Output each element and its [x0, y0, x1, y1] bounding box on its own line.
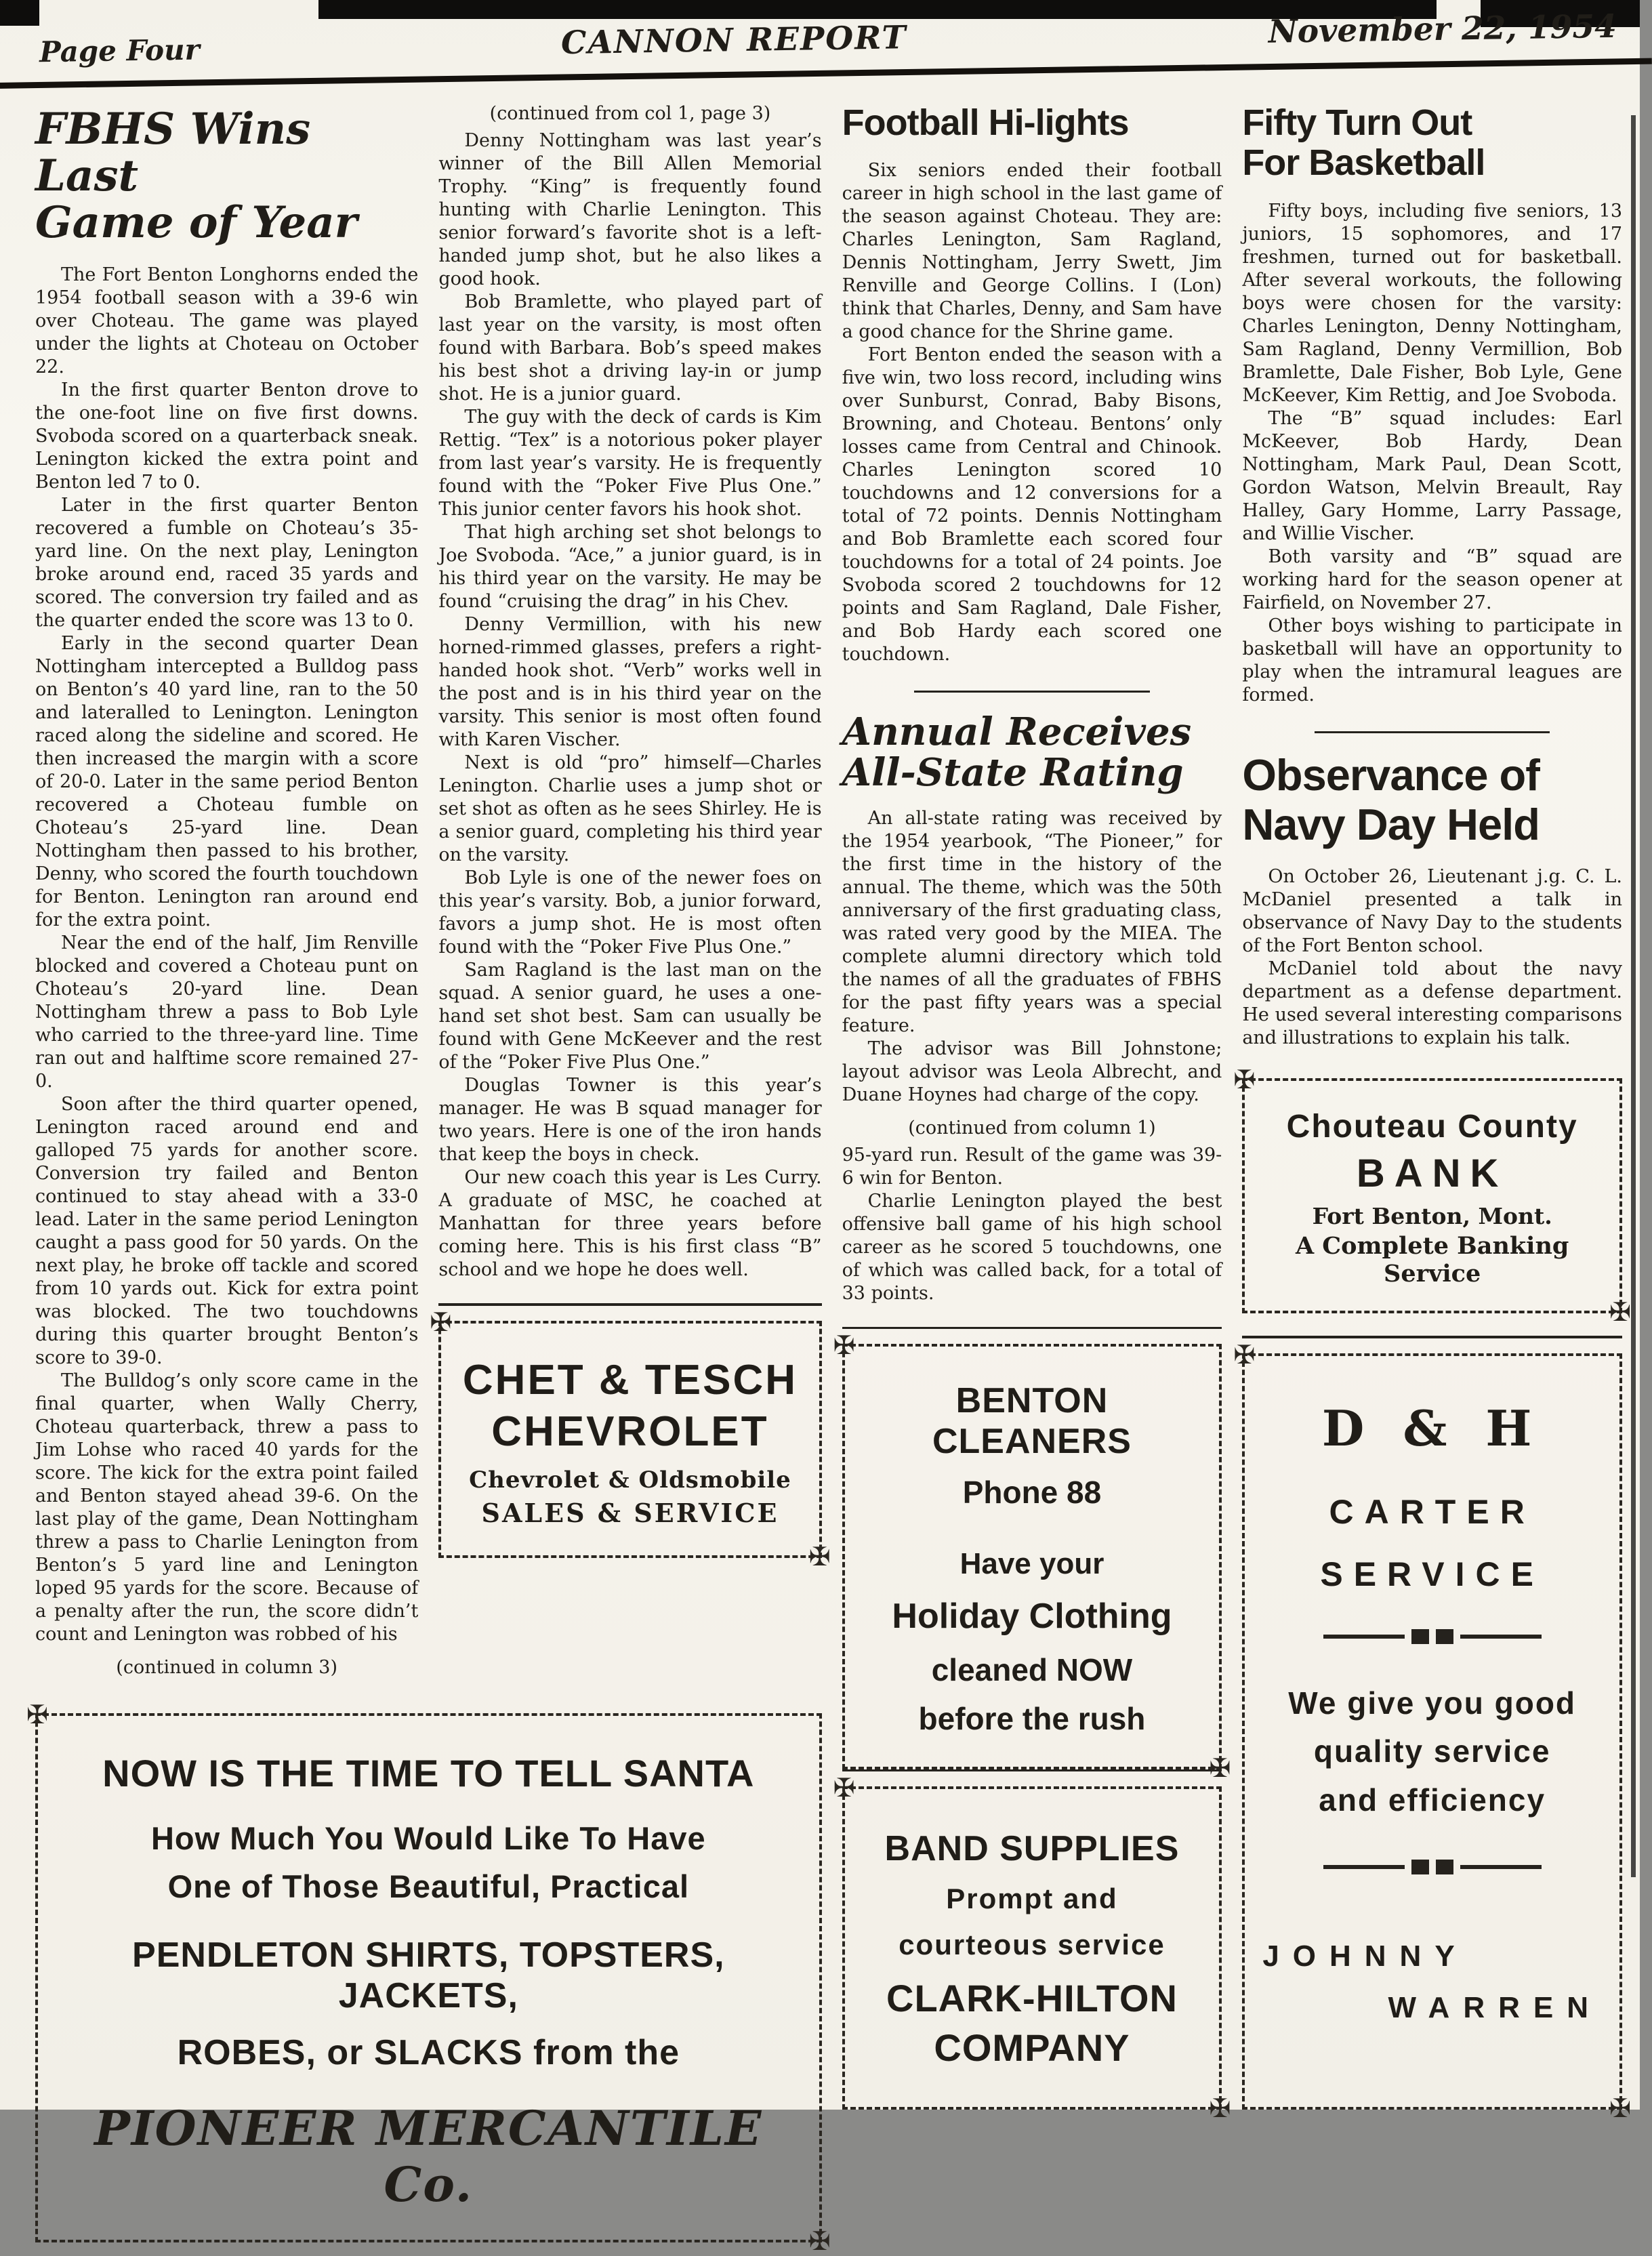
paragraph: Both varsity and “B” squad are working hard for the season opener at Fairfield, on November 27.	[1242, 546, 1622, 613]
column-2	[438, 103, 821, 1687]
article-headline	[1242, 103, 1622, 184]
paragraph: On October 26, Lieutenant j.g. C. L. McDaniel presented a talk in observance of Navy Day to the students of the Fort Benton school.	[1242, 866, 1622, 957]
ad-chouteau-county-bank	[1242, 1078, 1622, 1313]
ad-headline: ✠ CHET & TESCH	[462, 1357, 798, 1403]
paragraph: Sam Ragland is the last man on the squad. A senior guard, he uses a one-hand set shot best. Sam can usually be found with Gene McKeever and the rest of the “Poker Five Plus One.”	[438, 960, 822, 1073]
ad-headline: CARTER	[1329, 1493, 1535, 1531]
article-fbhs-wins	[35, 103, 418, 1683]
paragraph: McDaniel told about the navy department as a defense department. He used several interesting comparisons and illustrations to explain his talk.	[1242, 958, 1622, 1049]
divider-ornament	[1262, 1860, 1602, 1874]
column-3	[842, 103, 1222, 2110]
scan-artifact-top-left	[0, 0, 39, 26]
ad-headline: SERVICE	[1320, 1555, 1544, 1593]
paragraph: Soon after the third quarter opened, Lenington raced around end and galloped 75 yards for another score. Conversion try failed and Benton continued to stay ahead with a 33-0 lead. Later in the same period Lenington caught a pass good for 50 yards. On the next play, he broke off tackle and scored from 10 yards out. Kick for extra point was blocked. The two touchdowns during this quarter brought Benton’s score to 39-0.	[35, 1094, 419, 1369]
paragraph: Douglas Towner is this year’s manager. He was B squad manager for two years. Here is one of the iron hands that keep the boys in check.	[438, 1075, 822, 1165]
headline-line: Navy Day Held	[1242, 799, 1540, 849]
column-4	[1242, 103, 1622, 2110]
ad-text	[1262, 1679, 1602, 1824]
columns-container	[35, 102, 1622, 2213]
paragraph: That high arching set shot belongs to Joe Svoboda. “Ace,” a junior guard, is in his third year on the varsity. He may be found “cruising the drag” in his Chev.	[438, 522, 822, 612]
ad-text: One of Those Beautiful, Practical	[167, 1868, 690, 1905]
article-headline	[35, 104, 418, 249]
ad-clark-hilton	[842, 1786, 1222, 2110]
rule	[438, 1303, 821, 1306]
ad-text-line: quality service	[1313, 1734, 1551, 1769]
paragraph: Bob Bramlette, who played part of last year on the varsity, is most often found with Barbara. Bob’s speed makes his best shot a driving lay-in or jump shot. He is a junior guard.	[438, 291, 822, 405]
masthead-title: CANNON REPORT	[560, 19, 907, 62]
ad-text: Have your	[959, 1547, 1104, 1581]
headline-line: Game of Year	[35, 197, 358, 249]
paragraph: Later in the first quarter Benton recovered a fumble on Choteau’s 35-yard line. On the next play, Lenington broke around end, raced 35 yards and scored. The conversion try failed and as the quarter ended the score was 13 to 0.	[35, 495, 419, 632]
paragraph: Bob Lyle is one of the newer foes on this year’s varsity. Bob, a junior forward, favors a jump shot. He is most often found with the “Poker Five Plus One.”	[438, 867, 822, 958]
article-basketball-profiles	[438, 103, 821, 1281]
paragraph: The Fort Benton Longhorns ended the 1954 football season with a 39-6 win over Choteau. The game was played under the lights at Choteau on October 22.	[35, 264, 419, 378]
ad-owner-name: JOHNNY	[1262, 1939, 1468, 1973]
paragraph: 95-yard run. Result of the game was 39-6 win for Benton.	[842, 1144, 1222, 1189]
ad-text: ROBES, or SLACKS from the	[177, 2033, 680, 2073]
article-annual-rating	[842, 710, 1222, 1305]
continued-note: (continued in column 3)	[116, 1657, 337, 1679]
paragraph: Fifty boys, including five seniors, 13 juniors, 15 sophomores, and 17 freshmen, turned out for basketball. After several workouts, the following boys were chosen for the varsity: Charles Lenington, Denny Nottingham, Sam Ragland, Denny Vermillion, Bob Bramlette, Dale Fisher, Bob Lyle, Gene McKeever, Kim Rettig, and Joe Svoboda.	[1242, 200, 1622, 406]
paragraph: Denny Vermillion, with his new horned-rimmed glasses, prefers a right-handed hook shot. “Verb” works well in the post and is in his third year on the varsity. This senior is most often found with Karen Vischer.	[438, 614, 822, 750]
issue-date: November 22, 1954	[1268, 7, 1617, 51]
ad-headline: ✠ NOW IS THE TIME TO TELL SANTA	[102, 1752, 755, 1795]
ad-pioneer-mercantile	[35, 1713, 822, 2242]
ad-text: cleaned NOW	[931, 1652, 1133, 1688]
headline-line: Observance of	[1242, 750, 1540, 800]
ad-benton-cleaners	[842, 1344, 1222, 1769]
article-fifty-turn-out	[1242, 103, 1622, 707]
ad-dh-carter-service	[1242, 1353, 1622, 2110]
column-1	[35, 103, 418, 1687]
rule	[914, 691, 1150, 692]
ad-text: before the rush	[918, 1701, 1146, 1737]
ad-text: Chevrolet & Oldsmobile	[469, 1467, 791, 1494]
paragraph: An all-state rating was received by the 1954 yearbook, “The Pioneer,” for the first time in the history of the annual. The theme, which was the 50th anniversary of the first graduating class, was rated very good by the MIEA. The complete alumni directory which told the names of all the graduates of FBHS for the past fifty years was a special feature.	[842, 807, 1222, 1036]
paragraph: Six seniors ended their football career in high school in the last game of the season against Choteau. They are: Charles Lenington, Sam Ragland, Dennis Nottingham, Jerry Swett, Jim Renville and George Collins. I (Lon) think that Charles, Denny, and Sam have a good chance for the Shrine game.	[842, 160, 1222, 343]
paragraph: Other boys wishing to participate in basketball will have an opportunity to play when the intramural leagues are formed.	[1242, 615, 1622, 705]
columns-1-2	[35, 103, 822, 2213]
paragraph: In the first quarter Benton drove to the one-foot line on five first downs. Svoboda scored on a quarterback sneak. Lenington kicked the extra point and Benton led 7 to 0.	[35, 380, 419, 493]
paragraph: Near the end of the half, Jim Renville blocked and covered a Choteau punt on Choteau’s 20-yard line. Dean Nottingham threw a pass to Bob Lyle who carried to the three-yard line. Time ran out and halftime score remained 27-0.	[35, 932, 419, 1092]
ad-text: A Complete Banking Service	[1295, 1232, 1569, 1288]
headline-line: For Basketball	[1242, 142, 1485, 184]
rule	[1315, 731, 1550, 733]
page-number: Page Four	[39, 33, 201, 69]
ad-owner-names	[1262, 1940, 1602, 2025]
ad-headline: BANK	[1356, 1151, 1508, 1196]
paragraph: The guy with the deck of cards is Kim Rettig. “Tex” is a notorious poker player from last year’s varsity. He is frequently found with the “Poker Five Plus One.” This junior center favors his hook shot.	[438, 407, 822, 520]
article-headline	[1242, 751, 1622, 850]
headline-line: Annual Receives	[842, 709, 1192, 754]
ad-text: How Much You Would Like To Have	[150, 1820, 706, 1857]
divider-ornament	[1262, 1629, 1602, 1644]
ad-company-name: PIONEER MERCANTILE Co.	[94, 2100, 763, 2213]
headline-line: Fifty Turn Out	[1242, 102, 1472, 143]
ad-text: courteous service	[899, 1928, 1165, 1961]
ad-company-line: CLARK-HILTON	[886, 1977, 1178, 2020]
article-headline	[842, 709, 1222, 796]
paragraph: Early in the second quarter Dean Nottingham intercepted a Bulldog pass on Benton’s 40 yard line, ran to the 50 and lateralled to Lenington. Lenington raced along the sideline and scored. He then increased the margin with a score of 20-0. Later in the same period Benton recovered a Choteau fumble on Choteau’s 25-yard line. Dean Nottingham then passed to his brother, Denny, who scored the fourth touchdown for Benton. Lenington ran around end for the extra point.	[35, 633, 419, 931]
ad-text: PENDLETON SHIRTS, TOPSTERS, JACKETS,	[132, 1935, 725, 2016]
ad-chet-tesch-chevrolet	[438, 1321, 821, 1558]
ad-company-name	[859, 1974, 1206, 2073]
headline-line: All-State Rating	[842, 750, 1184, 796]
ad-headline: ✠ Chouteau County	[1286, 1109, 1578, 1145]
paragraph: Denny Nottingham was last year’s winner of the Bill Allen Memorial Trophy. “King” is frequently found hunting with Charlie Lenington. This senior forward’s favorite shot is a left-handed jump shot, but he also likes a good hook.	[438, 130, 822, 289]
scan-artifact-right-edge	[1631, 115, 1636, 1877]
ad-headline: ✠ BAND SUPPLIES	[884, 1829, 1180, 1869]
rule	[842, 1327, 1222, 1329]
ad-location: Fort Benton, Mont.	[1312, 1203, 1552, 1230]
ad-text-line: We give you good	[1288, 1685, 1577, 1721]
article-football-hilights	[842, 103, 1222, 666]
ad-phone: Phone 88	[962, 1475, 1102, 1511]
paragraph: The “B” squad includes: Earl McKeever, Bob Hardy, Dean Nottingham, Mark Paul, Dean Scott, Gordon Watson, Melvin Breault, Ray Halley, Gary Homme, Larry Passage, and Willie Vischer.	[1242, 407, 1622, 544]
paragraph: Next is old “pro” himself—Charles Lenington. Charlie uses a jump shot or set shot as often as he sees Shirley. He is a senior guard, completing his third year on the varsity.	[438, 752, 822, 865]
paragraph: Our new coach this year is Les Curry. A graduate of MSC, he coached at Manhattan for three years before coming here. This is his first class “B” school and we hope he does well.	[438, 1167, 822, 1280]
ad-headline: ✠ D & H	[1321, 1399, 1543, 1457]
paragraph: The advisor was Bill Johnstone; layout advisor was Leola Albrecht, and Duane Hoynes had charge of the copy.	[842, 1038, 1222, 1105]
rule	[1242, 1336, 1622, 1338]
continued-note: (continued from column 1)	[908, 1117, 1156, 1139]
ad-text: Prompt and	[946, 1883, 1118, 1915]
ad-text: Holiday Clothing	[892, 1597, 1172, 1637]
paragraph: Charlie Lenington played the best offensive ball game of his high school career as he scored 5 touchdowns, one of which was called back, for a total of 33 points.	[842, 1190, 1222, 1304]
paragraph: The Bulldog’s only score came in the final quarter, when Wally Cherry, Choteau quarterback, threw a pass to Jim Lohse who raced 40 yards for the score. The kick for the extra point failed and Benton stayed ahead 39-6. On the last play of the game, Dean Nottingham threw a pass to Charlie Lenington from Benton’s 5 yard line and Lenington loped 95 yards for the score. Because of a penalty after the run, the score didn’t count and Lenington was robbed of his	[35, 1370, 419, 1645]
paragraph: Fort Benton ended the season with a five win, two loss record, including wins over Sunburst, Conrad, Baby Bisons, Browning, and Choteau. Bentons’ only losses came from Central and Chinook. Charles Lenington scored 10 touchdowns and 12 conversions for a total of 72 points. Dennis Nottingham and Bob Bramlette each scored four touchdowns for a total of 24 points. Joe Svoboda scored 2 touchdowns for 12 points and Sam Ragland, Dale Fisher, and Bob Hardy each scored one touchdown.	[842, 344, 1222, 665]
ad-headline: CHEVROLET	[491, 1408, 769, 1455]
ad-headline: ✠ BENTON CLEANERS	[932, 1381, 1132, 1462]
ad-company-line: COMPANY	[934, 2026, 1130, 2070]
rule	[842, 1769, 1222, 1771]
ad-owner-name: WARREN	[1388, 1990, 1602, 2024]
article-navy-day	[1242, 751, 1622, 1050]
ad-text-line: and efficiency	[1319, 1782, 1546, 1818]
continued-note: (continued from col 1, page 3)	[489, 103, 771, 124]
headline-line: FBHS Wins Last	[35, 104, 311, 202]
article-headline: Football Hi-lights	[842, 102, 1129, 143]
ad-text: SALES & SERVICE	[481, 1498, 779, 1529]
